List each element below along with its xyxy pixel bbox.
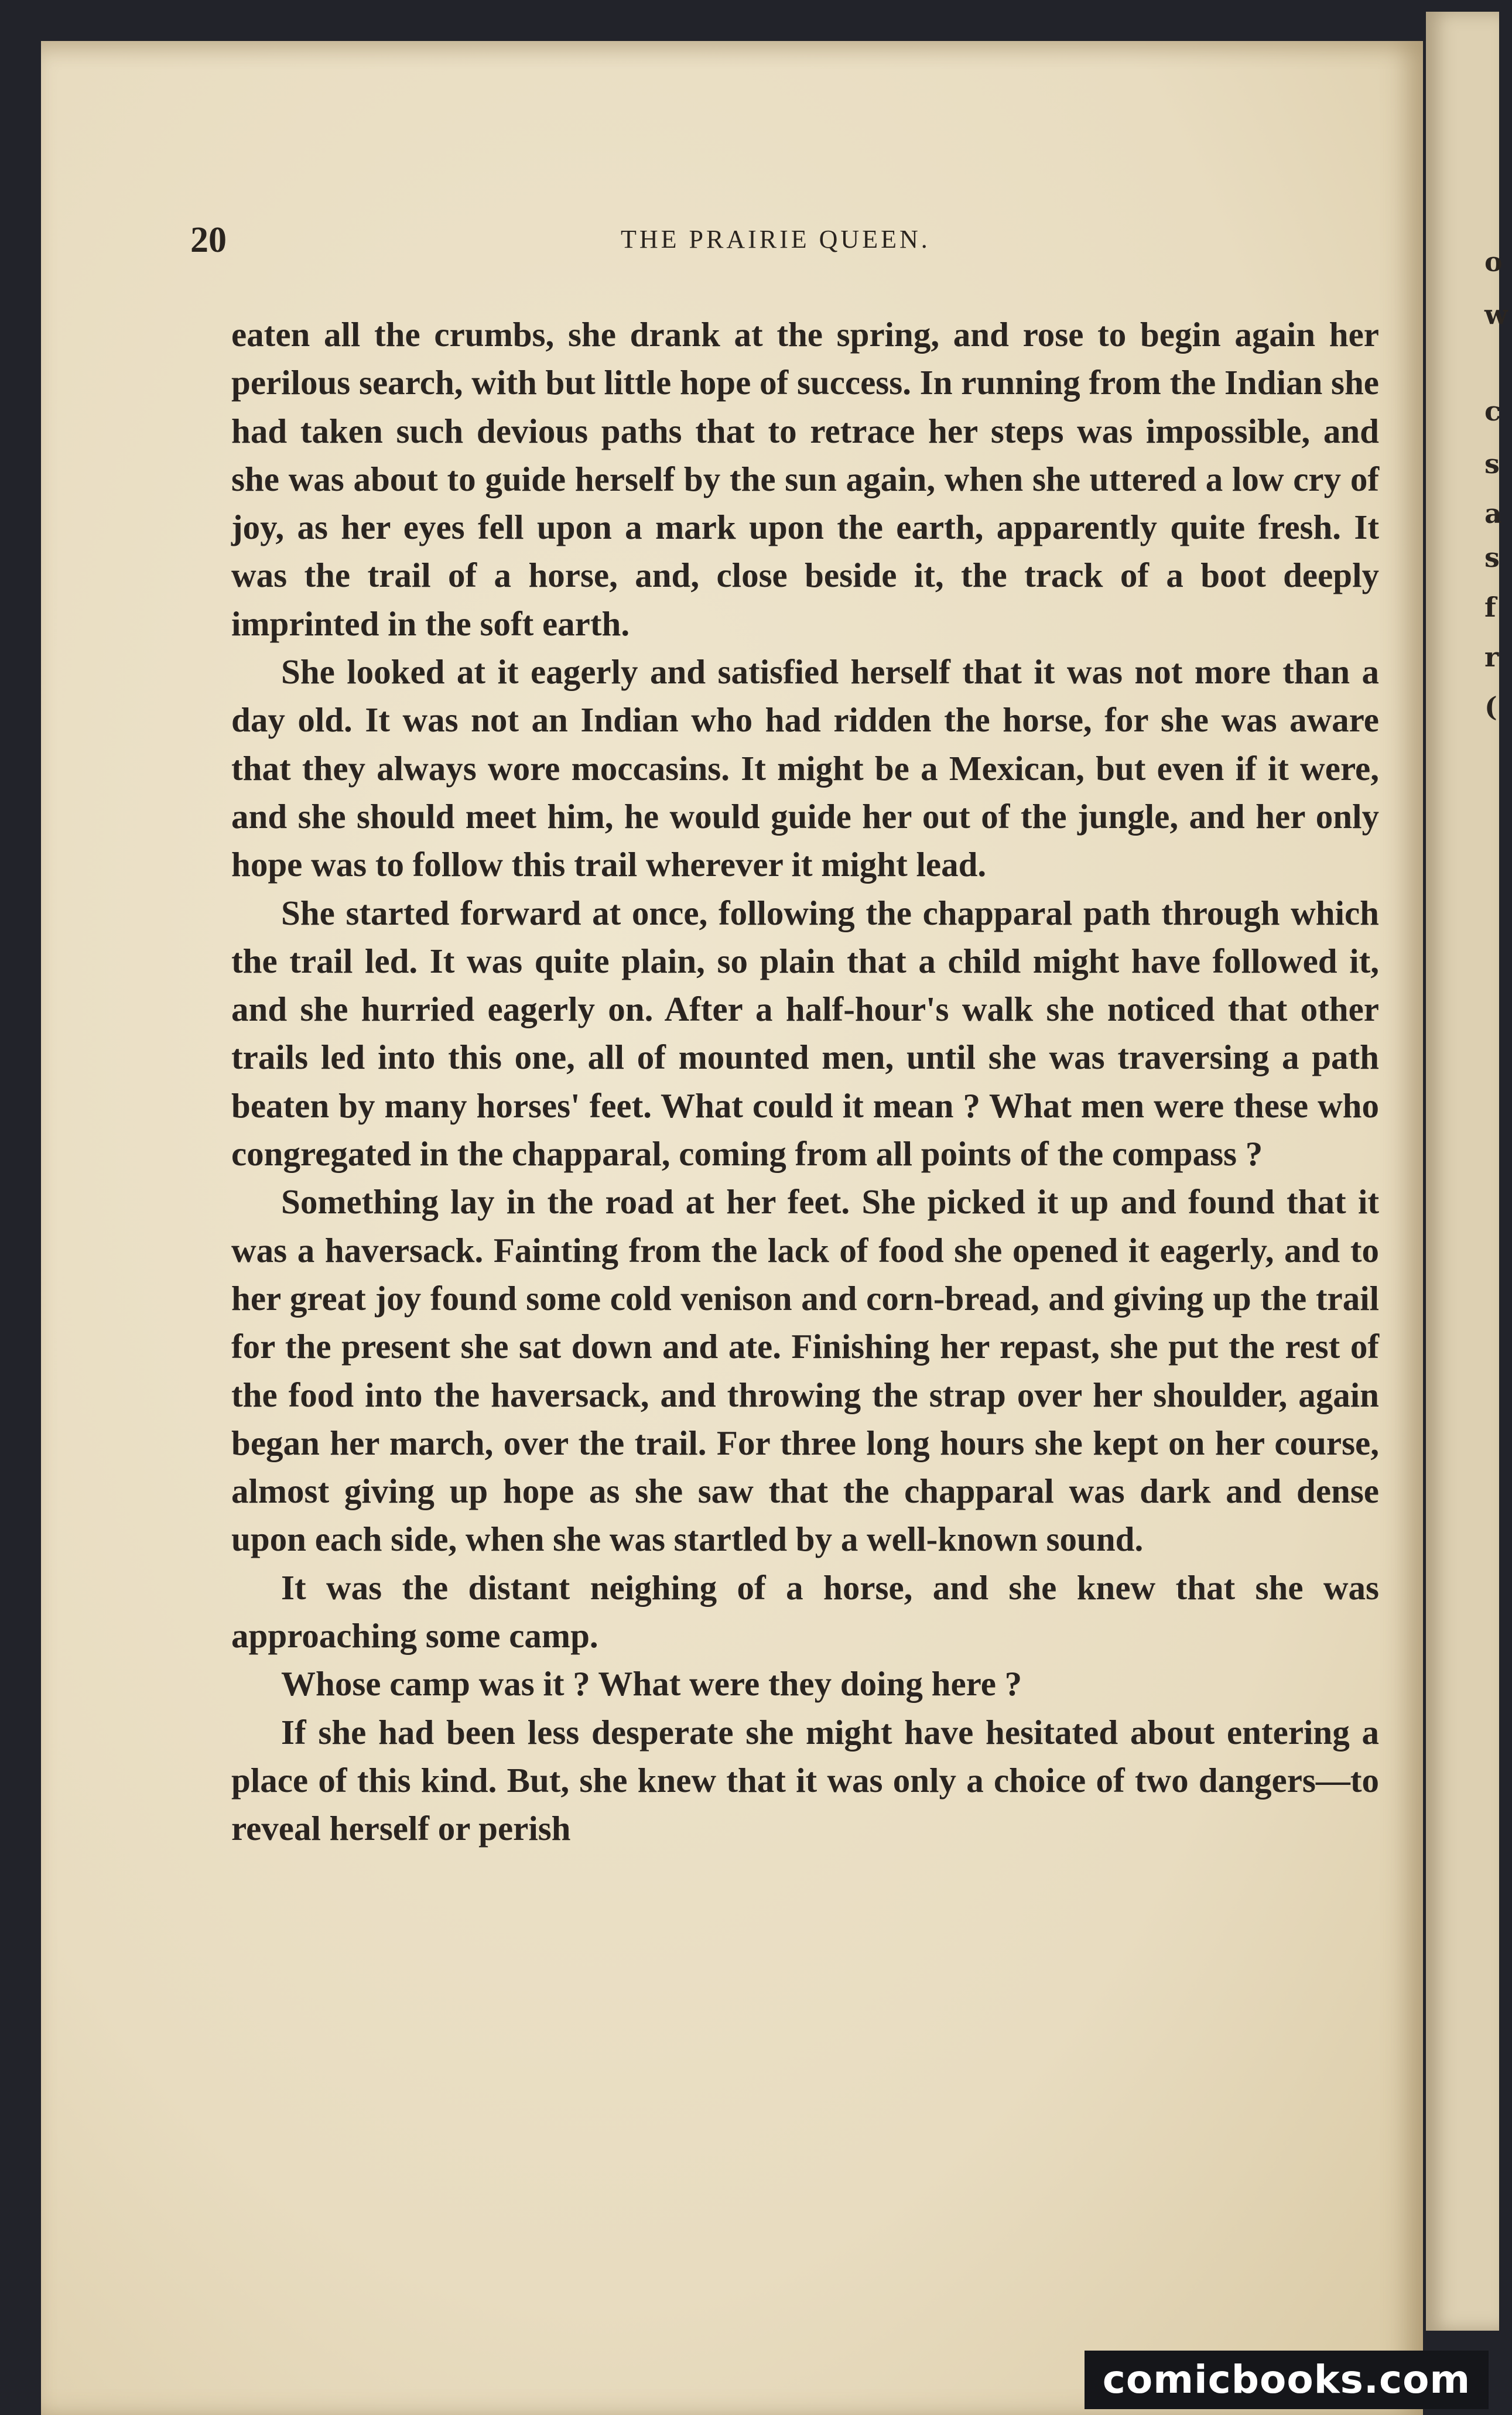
next-page-fragment: a <box>1484 498 1502 529</box>
paragraph: Whose camp was it ? What were they doing here ? <box>281 1664 1022 1704</box>
next-page-fragment: w <box>1484 299 1508 330</box>
next-page-fragment: o <box>1484 246 1503 278</box>
next-page-fragment: f <box>1484 591 1496 623</box>
paragraph: She started forward at once, following the chapparal path through which the trail led. It was quite plain, so plain that a child might have followed it, and she hurried eagerly on. After a half-hour's walk she noticed that other trails led into this one, all of mounted men, until she was traversing a path beaten by many horses' feet. What could it mean ? What men were these who congregated in the chapparal, coming from all points of the compass ? <box>231 893 1379 1174</box>
paragraph: If she had been less desperate she might have hesitated about entering a place of this kind. But, she knew that it was only a choice of two dangers—to reveal herself or perish <box>231 1712 1379 1848</box>
running-title: THE PRAIRIE QUEEN. <box>621 225 931 254</box>
next-page-fragment: ( <box>1484 691 1497 723</box>
next-page-fragment: s <box>1484 448 1500 480</box>
paragraph: Something lay in the road at her feet. She picked it up and found that it was a haversack. Fainting from the lack of food she opened it eagerly, and to her great joy found some cold venison and corn-bread, and giving up the trail for the present she sat down and ate. Finishing her repast, she put the rest of the food into the haversack, and throwing the strap over her shoulder, again began her march, over the trail. For three long hours she kept on her course, almost giving up hope as she saw that the chapparal was dark and dense upon each side, when she was startled by a well-known sound. <box>231 1182 1379 1559</box>
paragraph: eaten all the crumbs, she drank at the spring, and rose to begin again her perilous search, with but little hope of success. In running from the Indian she had taken such devious paths that to retrace her steps was impossible, and she was about to guide herself by the sun again, when she uttered a low cry of joy, as her eyes fell upon a mark upon the earth, apparently quite fresh. It was the trail of a horse, and, close beside it, the track of a boot deeply imprinted in the soft earth. <box>231 315 1379 643</box>
running-head <box>41 220 1423 261</box>
paragraph: It was the distant neighing of a horse, and she knew that she was approaching some camp. <box>231 1568 1379 1655</box>
watermark-logo: comicbooks.com <box>1085 2351 1489 2409</box>
next-page-fragment: r <box>1484 641 1499 673</box>
book-page <box>41 41 1423 2415</box>
paragraph: She looked at it eagerly and satisfied herself that it was not more than a day old. It was not an Indian who had ridden the horse, for she was aware that they always wore moccasins. It might be a Mexican, but even if it were, and she should meet him, he would guide her out of the jungle, and her only hope was to follow this trail wherever it might lead. <box>231 652 1379 884</box>
page-number: 20 <box>190 220 227 260</box>
next-page-edge <box>1426 12 1508 2331</box>
next-page-fragment: s <box>1484 542 1500 573</box>
next-page-fragment: c <box>1484 395 1501 427</box>
body-text <box>231 310 1379 1853</box>
